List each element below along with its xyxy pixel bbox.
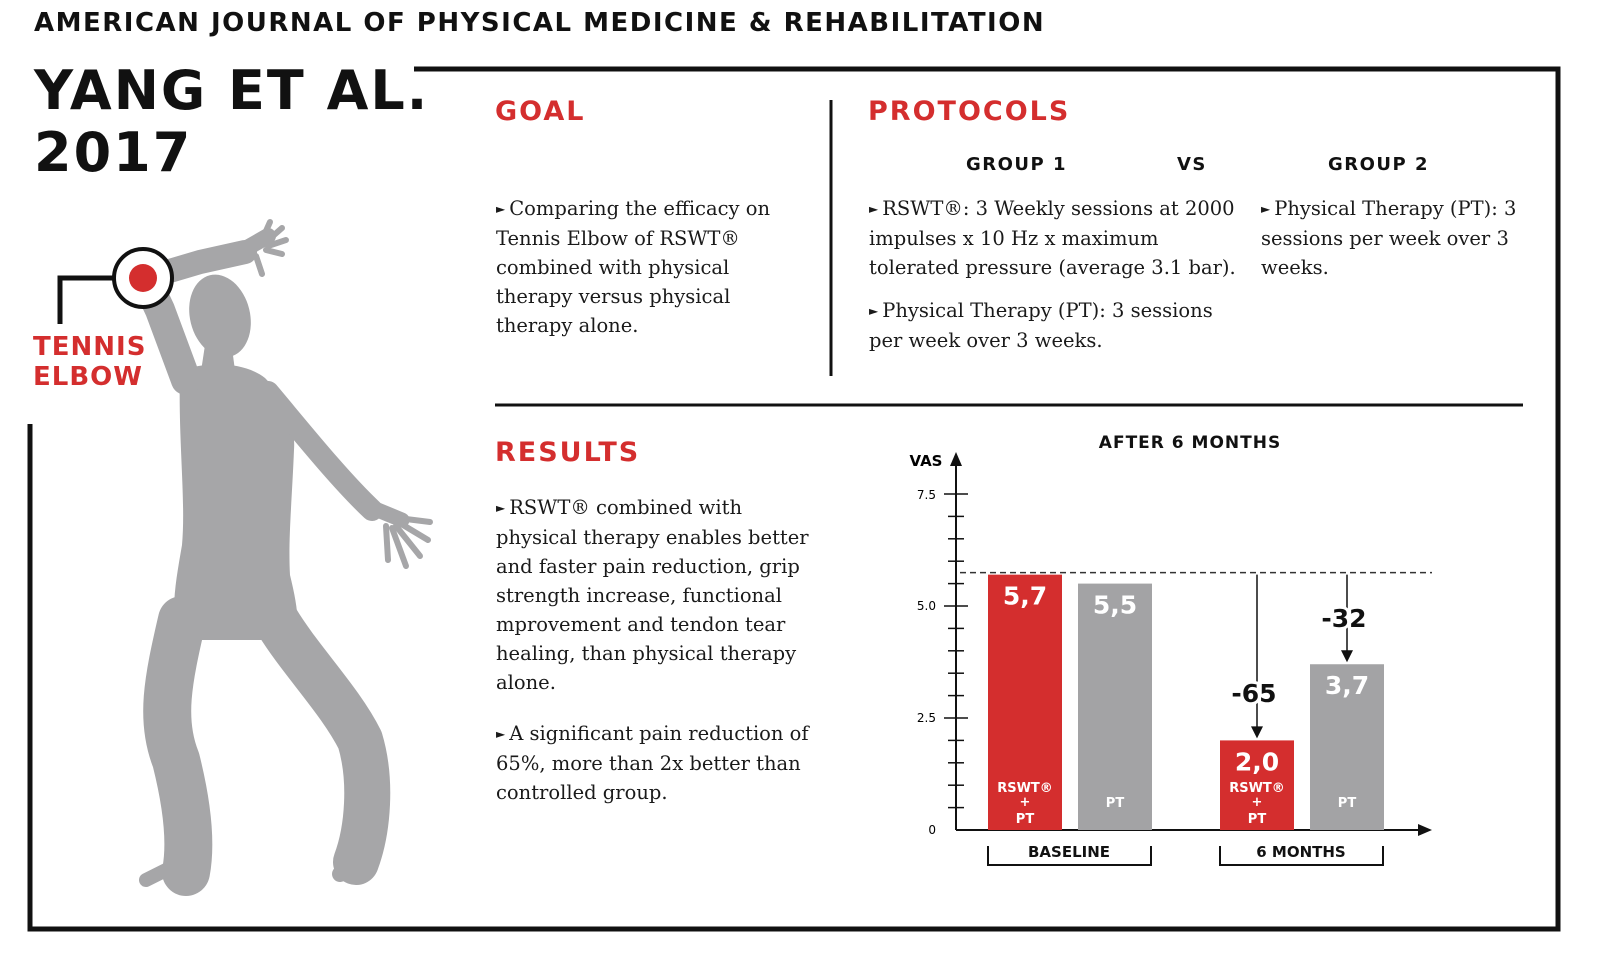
group1-label: GROUP 1 (966, 154, 1068, 175)
y-tick-7-5: 7.5 (916, 488, 936, 502)
value-label-6months-pt: 3,7 (1324, 671, 1370, 701)
group1-bullet-2: Physical Therapy (PT): 3 sessions per week over 3 weeks. (869, 299, 1213, 352)
bullet-icon: ► (496, 501, 506, 515)
group2-bullet-1: Physical Therapy (PT): 3 sessions per week over 3 weeks. (1261, 197, 1517, 279)
publication-year: 2017 (34, 121, 193, 184)
down-arrow-icon (1251, 726, 1263, 738)
bullet-icon: ► (496, 727, 506, 741)
series-label-pt: PT (1247, 812, 1267, 827)
y-axis-label: VAS (909, 452, 943, 470)
results-bullet-1: RSWT® combined with physical therapy enables better and faster pain reduction, grip strength increase, functional mprovement and tendon tear healing, than physical therapy alone. (496, 496, 809, 694)
series-label-pt: PT (1015, 812, 1035, 827)
journal-title: AMERICAN JOURNAL OF PHYSICAL MEDICINE & REHABILITATION (34, 8, 1046, 38)
bar-baseline-pt (1078, 584, 1152, 830)
reduction-label-rswt-pt: -65 (1231, 679, 1277, 708)
value-label-6months-rswt-pt: 2,0 (1234, 747, 1280, 777)
results-heading: RESULTS (495, 437, 641, 468)
bullet-icon: ► (496, 202, 506, 216)
goal-bullet: Comparing the efficacy on Tennis Elbow of RSWT® combined with physical therapy versus physical therapy alone. (496, 197, 771, 337)
x-axis-arrow-icon (1418, 824, 1432, 836)
tennis-elbow-label-line2: ELBOW (33, 362, 143, 392)
tennis-elbow-label-line1: TENNIS (33, 332, 147, 362)
results-bullet-2: A significant pain reduction of 65%, more than 2x better than controlled group. (496, 722, 809, 804)
y-axis-arrow-icon (950, 452, 962, 466)
series-label-plus: + (1019, 795, 1031, 810)
bullet-icon: ► (1261, 202, 1271, 216)
series-label-rswt: RSWT® (997, 781, 1053, 796)
value-label-baseline-pt: 5,5 (1092, 590, 1138, 620)
group2-label: GROUP 2 (1328, 154, 1430, 175)
down-arrow-icon (1341, 650, 1353, 662)
bullet-icon: ► (869, 304, 879, 318)
goal-heading: GOAL (495, 96, 586, 127)
author-name: YANG ET AL. (34, 59, 430, 122)
series-label-pt: PT (1337, 796, 1357, 811)
group1-bullet-1: RSWT®: 3 Weekly sessions at 2000 impulses x 10 Hz x maximum tolerated pressure (average 3.1 bar). (869, 197, 1236, 279)
y-tick-0: 0 (928, 823, 936, 837)
series-label-pt: PT (1105, 796, 1125, 811)
y-tick-2-5: 2.5 (916, 711, 936, 725)
y-tick-5-0: 5.0 (916, 599, 936, 613)
protocols-heading: PROTOCOLS (868, 96, 1071, 127)
series-label-plus: + (1251, 795, 1263, 810)
bullet-icon: ► (869, 202, 879, 216)
group-label-6months: 6 MONTHS (1256, 843, 1346, 861)
chart-title: AFTER 6 MONTHS (1098, 433, 1282, 453)
value-label-baseline-rswt-pt: 5,7 (1002, 581, 1048, 611)
series-label-rswt: RSWT® (1229, 781, 1285, 796)
reduction-label-pt: -32 (1321, 604, 1367, 633)
group-label-baseline: BASELINE (1027, 843, 1111, 861)
vs-label: VS (1177, 154, 1207, 175)
